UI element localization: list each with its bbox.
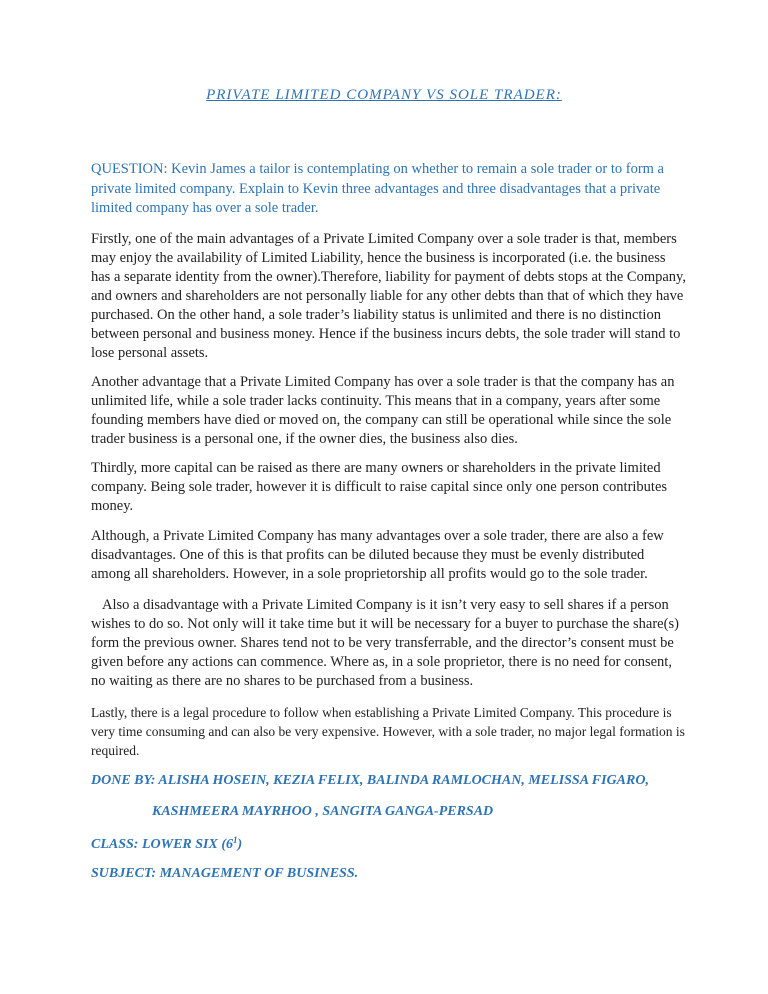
class-suffix: ) [237,837,243,852]
subject-line: SUBJECT: MANAGEMENT OF BUSINESS. [91,866,359,881]
question-text: QUESTION: Kevin James a tailor is contemplating on whether to remain a sole trader or to form a private limited company. Explain to Kevin three advantages and three disadvantages that a private limited company has over a sole trader. [91,161,664,216]
class-label: CLASS: LOWER SIX (6 [91,837,233,852]
document-title: PRIVATE LIMITED COMPANY VS SOLE TRADER: [206,87,562,103]
authors-line-2: KASHMEERA MAYRHOO , SANGITA GANGA-PERSAD [152,804,494,819]
authors-line-1: DONE BY: ALISHA HOSEIN, KEZIA FELIX, BALINDA RAMLOCHAN, MELISSA FIGARO, [91,773,649,788]
paragraph-share-transfer: Also a disadvantage with a Private Limited Company is it isn’t very easy to sell shares if a person wishes to do so. Not only will it take time but it will be necessary for a buyer to purchase the share(s) form the previous owner. Shares tend not to be very transferrable, and the director’s consent must be given before any actions can commence. Where as, in a sole proprietor, there is no need for consent, no waiting as there are no shares to be purchased from a business. [91,597,679,689]
paragraph-limited-liability: Firstly, one of the main advantages of a Private Limited Company over a sole trader is that, members may enjoy the availability of Limited Liability, hence the business is incorporated (i.e. the business has a separate identity from the owner).Therefore, liability for payment of debts stops at the Company, and owners and shareholders are not personally liable for any other debts than that of which they have purchased. On the other hand, a sole trader’s liability status is unlimited and there is no distinction between personal and business money. Hence if the business incurs debts, the sole trader will stand to lose personal assets. [91,231,686,361]
class-line [91,835,242,854]
paragraph-diluted-profits: Although, a Private Limited Company has many advantages over a sole trader, there are also a few disadvantages. One of this is that profits can be diluted because they must be evenly distributed among all shareholders. However, in a sole proprietorship all profits would go to the sole trader. [91,528,664,582]
paragraph-continuity: Another advantage that a Private Limited Company has over a sole trader is that the company has an unlimited life, while a sole trader lacks continuity. This means that in a company, years after some founding members have died or moved on, the company can still be operational while since the sole trader business is a personal one, if the owner dies, the business also dies. [91,374,675,447]
paragraph-capital: Thirdly, more capital can be raised as there are many owners or shareholders in the private limited company. Being sole trader, however it is difficult to raise capital since only one person contributes money. [91,460,668,514]
class-superscript: 1 [232,835,238,845]
paragraph-legal-procedure: Lastly, there is a legal procedure to follow when establishing a Private Limited Company. This procedure is very time consuming and can also be very expensive. However, with a sole trader, no major legal formation is required. [91,705,685,758]
